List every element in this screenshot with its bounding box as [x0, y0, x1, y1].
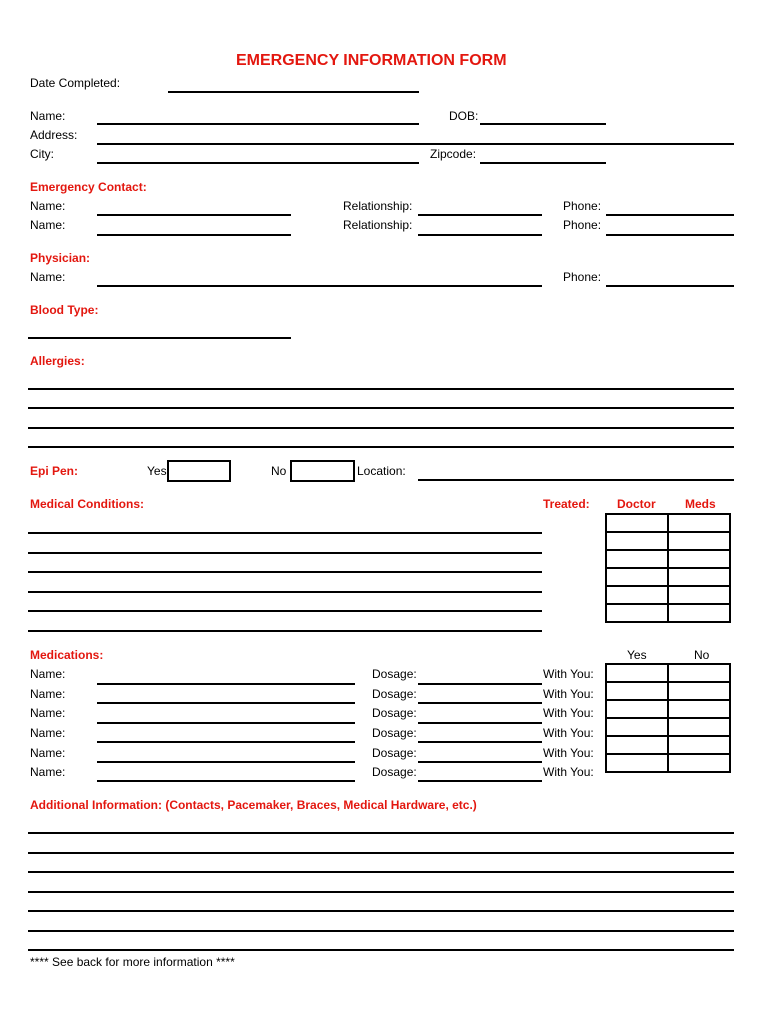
name-label: Name: — [30, 109, 66, 123]
contact-2-relationship-label: Relationship: — [343, 218, 413, 232]
city-field[interactable] — [97, 162, 419, 164]
footer-note: **** See back for more information **** — [30, 955, 235, 969]
epi-pen-heading: Epi Pen: — [30, 464, 79, 478]
allergies-line[interactable] — [28, 446, 734, 448]
with-you-no-checkbox[interactable] — [668, 700, 730, 718]
dob-label: DOB: — [449, 109, 479, 123]
epi-pen-location-field[interactable] — [418, 479, 734, 481]
medication-with-you-label: With You: — [543, 706, 594, 720]
medication-dosage-label: Dosage: — [372, 765, 417, 779]
zipcode-label: Zipcode: — [430, 147, 477, 161]
physician-phone-field[interactable] — [606, 285, 734, 287]
medications-heading: Medications: — [30, 648, 104, 662]
medication-name-field[interactable] — [97, 741, 355, 743]
with-you-checkbox-grid — [605, 663, 731, 773]
medication-dosage-label: Dosage: — [372, 667, 417, 681]
medication-name-label: Name: — [30, 667, 66, 681]
contact-2-name-label: Name: — [30, 218, 66, 232]
contact-1-relationship-label: Relationship: — [343, 199, 413, 213]
with-you-yes-header: Yes — [627, 648, 647, 662]
date-completed-field[interactable] — [168, 91, 419, 93]
additional-information-line[interactable] — [28, 852, 734, 854]
with-you-no-header: No — [694, 648, 710, 662]
doctor-checkbox[interactable] — [606, 604, 668, 622]
epi-pen-no-box[interactable] — [290, 460, 355, 482]
doctor-checkbox[interactable] — [606, 568, 668, 586]
medication-name-label: Name: — [30, 687, 66, 701]
medication-name-field[interactable] — [97, 761, 355, 763]
medical-conditions-heading: Medical Conditions: — [30, 497, 144, 511]
physician-heading: Physician: — [30, 251, 91, 265]
medication-name-label: Name: — [30, 706, 66, 720]
city-label: City: — [30, 147, 54, 161]
medical-condition-line[interactable] — [28, 630, 542, 632]
with-you-yes-checkbox[interactable] — [606, 700, 668, 718]
medication-dosage-label: Dosage: — [372, 687, 417, 701]
medication-with-you-label: With You: — [543, 667, 594, 681]
medication-with-you-label: With You: — [543, 746, 594, 760]
medication-dosage-field[interactable] — [418, 683, 542, 685]
allergies-line[interactable] — [28, 427, 734, 429]
dob-field[interactable] — [480, 123, 606, 125]
medication-with-you-label: With You: — [543, 726, 594, 740]
contact-1-relationship-field[interactable] — [418, 214, 542, 216]
medication-dosage-field[interactable] — [418, 780, 542, 782]
with-you-no-checkbox[interactable] — [668, 718, 730, 736]
with-you-no-checkbox[interactable] — [668, 754, 730, 772]
additional-information-line[interactable] — [28, 832, 734, 834]
doctor-checkbox[interactable] — [606, 550, 668, 568]
with-you-no-checkbox[interactable] — [668, 664, 730, 682]
with-you-yes-checkbox[interactable] — [606, 682, 668, 700]
medical-condition-line[interactable] — [28, 532, 542, 534]
medication-name-label: Name: — [30, 746, 66, 760]
with-you-yes-checkbox[interactable] — [606, 736, 668, 754]
medical-condition-line[interactable] — [28, 610, 542, 612]
meds-checkbox[interactable] — [668, 568, 730, 586]
contact-2-name-field[interactable] — [97, 234, 291, 236]
address-field[interactable] — [97, 143, 734, 145]
zipcode-field[interactable] — [480, 162, 606, 164]
with-you-yes-checkbox[interactable] — [606, 718, 668, 736]
epi-pen-yes-box[interactable] — [167, 460, 231, 482]
epi-pen-yes-label: Yes — [147, 464, 167, 478]
contact-1-phone-field[interactable] — [606, 214, 734, 216]
medication-name-field[interactable] — [97, 702, 355, 704]
additional-information-line[interactable] — [28, 949, 734, 951]
treated-label: Treated: — [543, 497, 590, 511]
emergency-contact-heading: Emergency Contact: — [30, 180, 147, 194]
medication-dosage-label: Dosage: — [372, 706, 417, 720]
medication-dosage-field[interactable] — [418, 702, 542, 704]
medication-name-field[interactable] — [97, 683, 355, 685]
doctor-checkbox[interactable] — [606, 586, 668, 604]
medication-dosage-label: Dosage: — [372, 726, 417, 740]
allergies-heading: Allergies: — [30, 354, 85, 368]
medical-condition-line[interactable] — [28, 591, 542, 593]
additional-information-line[interactable] — [28, 910, 734, 912]
with-you-yes-checkbox[interactable] — [606, 754, 668, 772]
address-label: Address: — [30, 128, 78, 142]
medication-dosage-field[interactable] — [418, 761, 542, 763]
medication-dosage-label: Dosage: — [372, 746, 417, 760]
contact-1-phone-label: Phone: — [563, 199, 602, 213]
allergies-line[interactable] — [28, 407, 734, 409]
meds-checkbox[interactable] — [668, 550, 730, 568]
medical-condition-line[interactable] — [28, 571, 542, 573]
meds-checkbox[interactable] — [668, 604, 730, 622]
epi-pen-no-label: No — [271, 464, 287, 478]
medical-condition-line[interactable] — [28, 552, 542, 554]
meds-column-header: Meds — [685, 497, 716, 511]
medication-name-label: Name: — [30, 726, 66, 740]
with-you-yes-checkbox[interactable] — [606, 664, 668, 682]
contact-2-phone-field[interactable] — [606, 234, 734, 236]
contact-2-phone-label: Phone: — [563, 218, 602, 232]
doctor-column-header: Doctor — [617, 497, 656, 511]
with-you-no-checkbox[interactable] — [668, 736, 730, 754]
page-title: EMERGENCY INFORMATION FORM — [236, 52, 507, 69]
blood-type-heading: Blood Type: — [30, 303, 99, 317]
additional-information-line[interactable] — [28, 871, 734, 873]
with-you-no-checkbox[interactable] — [668, 682, 730, 700]
medication-name-label: Name: — [30, 765, 66, 779]
contact-1-name-field[interactable] — [97, 214, 291, 216]
epi-pen-location-label: Location: — [357, 464, 406, 478]
medication-name-field[interactable] — [97, 780, 355, 782]
physician-name-field[interactable] — [97, 285, 542, 287]
doctor-checkbox[interactable] — [606, 532, 668, 550]
medication-name-field[interactable] — [97, 722, 355, 724]
medication-dosage-field[interactable] — [418, 722, 542, 724]
meds-checkbox[interactable] — [668, 514, 730, 532]
meds-checkbox[interactable] — [668, 532, 730, 550]
contact-1-name-label: Name: — [30, 199, 66, 213]
medication-dosage-field[interactable] — [418, 741, 542, 743]
date-completed-label: Date Completed: — [30, 76, 121, 90]
treated-checkbox-grid — [605, 513, 731, 623]
physician-phone-label: Phone: — [563, 270, 602, 284]
contact-2-relationship-field[interactable] — [418, 234, 542, 236]
additional-information-line[interactable] — [28, 891, 734, 893]
blood-type-field[interactable] — [28, 337, 291, 339]
meds-checkbox[interactable] — [668, 586, 730, 604]
allergies-line[interactable] — [28, 388, 734, 390]
medication-with-you-label: With You: — [543, 687, 594, 701]
additional-information-heading: Additional Information: (Contacts, Pacemaker, Braces, Medical Hardware, etc.) — [30, 798, 477, 812]
medication-with-you-label: With You: — [543, 765, 594, 779]
name-field[interactable] — [97, 123, 419, 125]
additional-information-line[interactable] — [28, 930, 734, 932]
doctor-checkbox[interactable] — [606, 514, 668, 532]
physician-name-label: Name: — [30, 270, 66, 284]
